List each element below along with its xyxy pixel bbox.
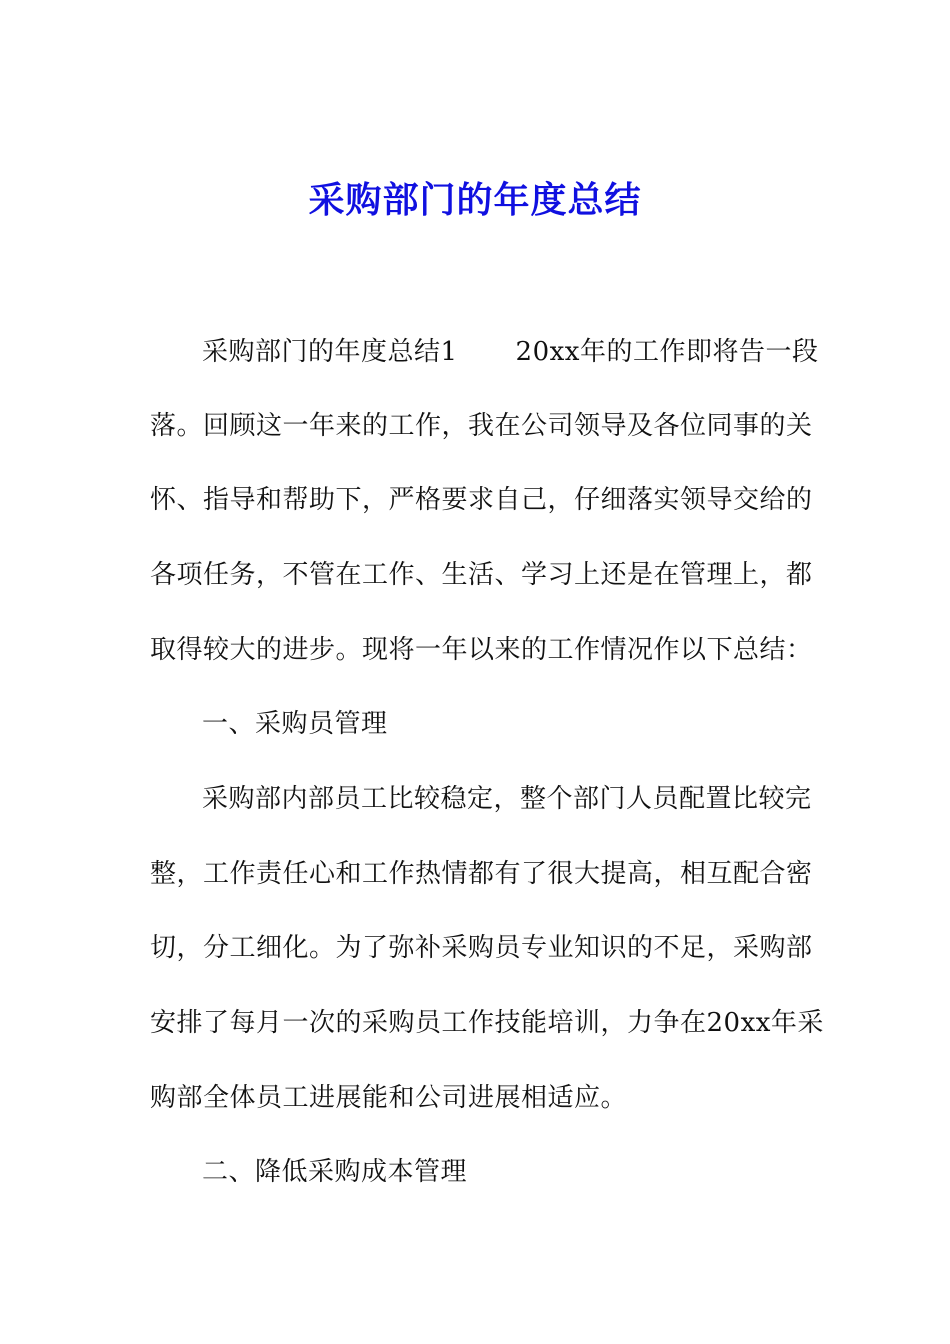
section-heading-cost-reduction: 二、降低采购成本管理 — [202, 1157, 468, 1187]
paragraph-1-line-5: 取得较大的进步。现将一年以来的工作情况作以下总结： — [150, 635, 813, 665]
paragraph-2-line-4: 安排了每月一次的采购员工作技能培训，力争在20xx年采 — [150, 1008, 824, 1038]
section-heading-purchaser-management: 一、采购员管理 — [202, 709, 388, 739]
section-heading-1: 采购部门的年度总结1 — [202, 337, 458, 367]
paragraph-1-line-4: 各项任务，不管在工作、生活、学习上还是在管理上，都 — [150, 560, 813, 590]
paragraph-1-line-3: 怀、指导和帮助下，严格要求自己，仔细落实领导交给的 — [150, 485, 813, 515]
paragraph-1-line-2: 落。回顾这一年来的工作，我在公司领导及各位同事的关 — [150, 411, 813, 441]
paragraph-2-line-1: 采购部内部员工比较稳定，整个部门人员配置比较完 — [202, 784, 812, 814]
document-title: 采购部门的年度总结 — [308, 180, 642, 221]
paragraph-2-line-3: 切，分工细化。为了弥补采购员专业知识的不足，采购部 — [150, 933, 813, 963]
paragraph-2-line-2: 整，工作责任心和工作热情都有了很大提高，相互配合密 — [150, 859, 813, 889]
paragraph-2-line-5: 购部全体员工进展能和公司进展相适应。 — [150, 1083, 628, 1113]
paragraph-1-text-start: 20xx年的工作即将告一段 — [515, 337, 819, 367]
paragraph-1-line-1 — [202, 334, 862, 370]
